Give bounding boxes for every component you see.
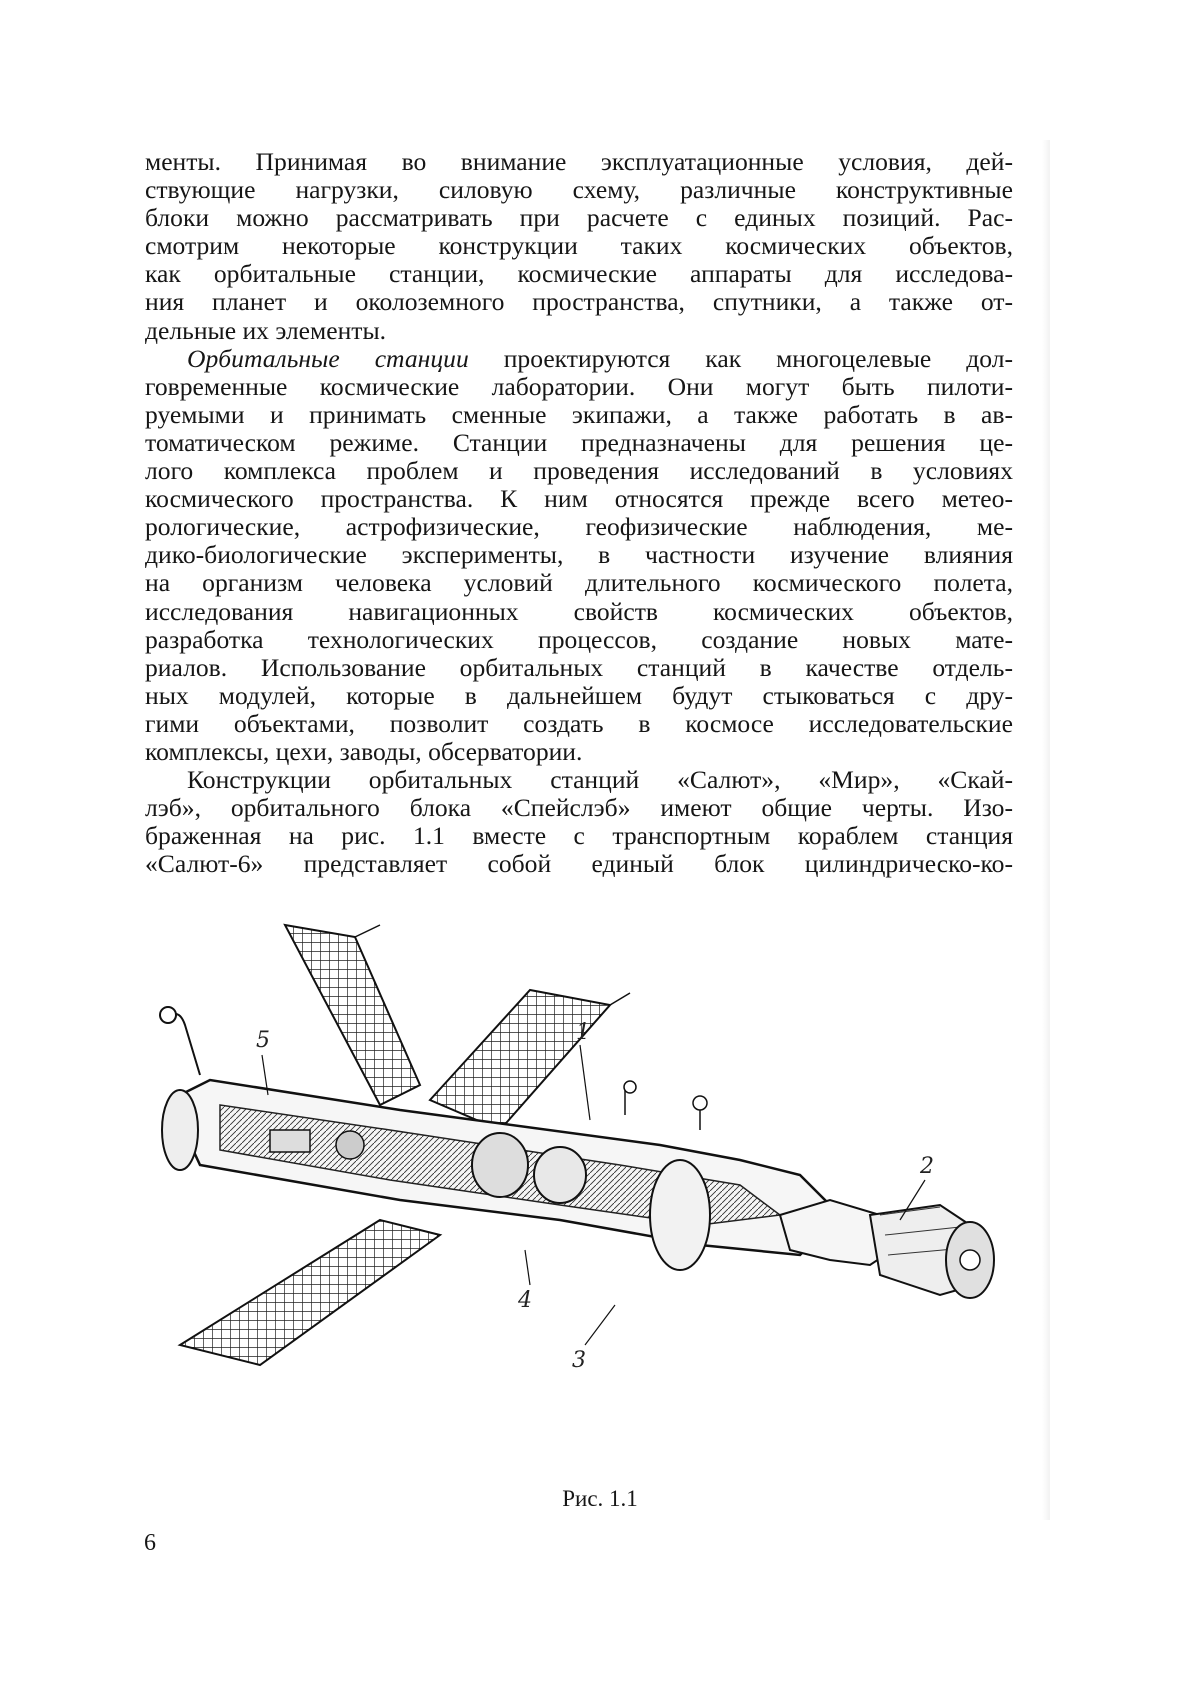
text-line: на организм человека условий длительного космического полета, xyxy=(145,568,1013,598)
text-line: томатическом режиме. Станции предназначены для решения це- xyxy=(145,427,1013,457)
text-line: лого комплекса проблем и проведения исследований в условиях xyxy=(145,456,1013,486)
figure-label-5: 5 xyxy=(256,1028,270,1053)
text-line: лэб», орбитального блока «Спейслэб» имеют общие черты. Изо- xyxy=(145,793,1013,823)
space-station-illustration xyxy=(140,915,1020,1375)
text-line: дико-биологические эксперименты, в частности изучение влияния xyxy=(145,540,1013,570)
italic-term: Орбитальные станции xyxy=(187,343,469,373)
figure-label-4: 4 xyxy=(518,1288,532,1313)
text-line: как орбитальные станции, космические аппараты для исследова- xyxy=(145,259,1013,289)
figure-label-3: 3 xyxy=(572,1348,586,1373)
text-line: Конструкции орбитальных станций «Салют», «Мир», «Скай- xyxy=(187,765,1013,795)
text-line: говременные космические лаборатории. Они могут быть пилоти- xyxy=(145,371,1013,401)
solar-panel-upper-right xyxy=(430,990,610,1130)
text-line: руемыми и принимать сменные экипажи, а также работать в ав- xyxy=(145,399,1013,429)
text-line: ствующие нагрузки, силовую схему, различные конструктивные xyxy=(145,175,1013,205)
text-line: блоки можно рассматривать при расчете с единых позиций. Рас- xyxy=(145,203,1013,233)
text-line: дельные их элементы. xyxy=(145,315,387,345)
solar-panel-upper-left xyxy=(285,925,420,1105)
text-line: риалов. Использование орбитальных станций в качестве отдель- xyxy=(145,652,1013,682)
figure-label-2: 2 xyxy=(920,1154,934,1179)
text-line: гими объектами, позволит создать в космосе исследовательские xyxy=(145,708,1013,738)
text-fragment: проектируются как многоцелевые дол- xyxy=(468,343,1013,373)
text-line: рологические, астрофизические, геофизические наблюдения, ме- xyxy=(145,512,1013,542)
text-line: браженная на рис. 1.1 вместе с транспортным кораблем станция xyxy=(145,821,1013,851)
page-edge-shadow xyxy=(1042,140,1050,1520)
text-line: смотрим некоторые конструкции таких космических объектов, xyxy=(145,231,1013,261)
text-line xyxy=(145,345,1013,373)
text-line: комплексы, цехи, заводы, обсерватории. xyxy=(145,736,583,766)
transport-ship xyxy=(780,1200,994,1298)
text-line: менты. Принимая во внимание эксплуатационные условия, дей- xyxy=(145,147,1013,176)
body-text xyxy=(145,148,1013,878)
figure-caption: Рис. 1.1 xyxy=(562,1486,638,1511)
paragraph-1 xyxy=(145,148,1013,345)
text-line: ния планет и околоземного пространства, спутники, а также от- xyxy=(145,287,1013,317)
text-line: разработка технологических процессов, создание новых мате- xyxy=(145,624,1013,654)
paragraph-3 xyxy=(145,766,1013,878)
paragraph-2 xyxy=(145,345,1013,766)
solar-panel-lower-left xyxy=(180,1220,440,1365)
text-line: космического пространства. К ним относятся прежде всего метео- xyxy=(145,484,1013,514)
text-line: ных модулей, которые в дальнейшем будут стыковаться с дру- xyxy=(145,680,1013,710)
page-number: 6 xyxy=(144,1530,156,1556)
figure-label-1: 1 xyxy=(576,1020,590,1045)
text-line: исследования навигационных свойств космических объектов, xyxy=(145,596,1013,626)
text-line: «Салют-6» представляет собой единый блок цилиндрическо-ко- xyxy=(145,849,1013,879)
